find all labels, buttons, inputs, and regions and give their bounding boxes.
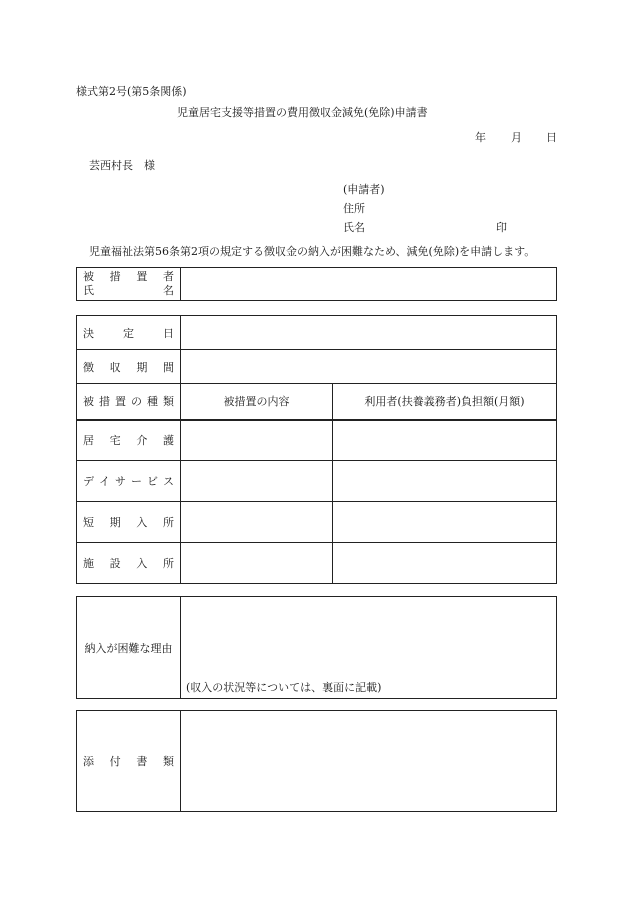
collection-period-field[interactable] [181,350,557,384]
day-service-burden-field[interactable] [333,461,557,502]
reason-label: 納入が困難な理由 [77,597,181,699]
short-stay-content-field[interactable] [181,502,333,543]
income-note: (収入の状況等については、裏面に記載) [186,681,382,694]
date-year-label: 年 [475,131,486,144]
collection-period-label: 徴 収 期 間 [77,350,181,384]
facility-burden-field[interactable] [333,543,557,584]
day-service-content-field[interactable] [181,461,333,502]
burden-amount-header: 利用者(扶養義務者)負担額(月額) [333,384,557,420]
date-day-label: 日 [546,131,557,144]
facility-content-field[interactable] [181,543,333,584]
measure-type-header: 被 措 置 の 種 類 [77,384,181,420]
reason-table [76,596,557,699]
row-label-facility: 施 設 入 所 [77,543,181,584]
home-care-content-field[interactable] [181,420,333,461]
addressee: 芸西村長 様 [89,159,155,172]
applicant-heading: (申請者) [343,183,385,196]
row-label-short-stay: 短 期 入 所 [77,502,181,543]
attachment-table [76,710,557,812]
seal-label: 印 [496,221,507,234]
applicant-address-label: 住所 [343,202,365,215]
page-title: 児童居宅支援等措置の費用徴収金減免(免除)申請書 [177,106,428,119]
person-table [76,267,557,301]
person-name-label: 被 措 置 者 氏 名 [77,268,181,301]
row-label-day-service: デ イ サ ー ビ ス [77,461,181,502]
attachment-label: 添 付 書 類 [77,711,181,812]
reason-field[interactable] [181,597,557,699]
person-name-field[interactable] [181,268,557,301]
decision-date-label: 決 定 日 [77,316,181,350]
attachment-field[interactable] [181,711,557,812]
application-statement: 児童福祉法第56条第2項の規定する徴収金の納入が困難なため、減免(免除)を申請します。 [89,245,536,258]
home-care-burden-field[interactable] [333,420,557,461]
row-label-home-care: 居 宅 介 護 [77,420,181,461]
measure-content-header: 被措置の内容 [181,384,333,420]
decision-table [76,315,557,584]
short-stay-burden-field[interactable] [333,502,557,543]
form-number: 様式第2号(第5条関係) [76,85,187,98]
date-month-label: 月 [511,131,522,144]
decision-date-field[interactable] [181,316,557,350]
applicant-name-label: 氏名 [343,221,365,234]
